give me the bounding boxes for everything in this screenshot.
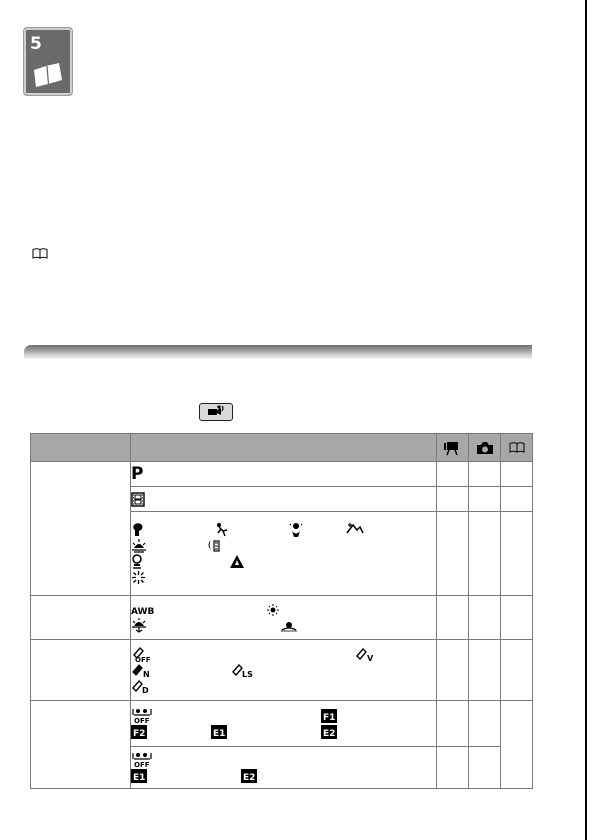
fader-2-icon — [131, 725, 147, 739]
svg-text:OFF: OFF — [134, 760, 150, 769]
neutral-icon — [131, 662, 151, 678]
portrait-icon — [131, 522, 145, 537]
night-icon — [289, 522, 303, 537]
page-ref-cell — [501, 512, 533, 596]
svg-text:E2: E2 — [243, 772, 256, 783]
table-row — [31, 596, 533, 640]
digital-effect-off-icon — [131, 708, 153, 724]
low-light-icon — [205, 538, 221, 553]
setting-name-cell — [31, 701, 131, 789]
svg-text:AWB: AWB — [131, 606, 155, 617]
sports-icon — [215, 522, 231, 537]
setting-name-cell — [31, 462, 131, 596]
options-cell — [131, 701, 437, 747]
still-mark-cell — [469, 701, 501, 747]
svg-text:D: D — [142, 686, 149, 695]
book-icon — [32, 62, 64, 88]
svg-text:E1: E1 — [133, 772, 146, 783]
low-sharpening-icon — [231, 662, 253, 678]
cine-mode-icon — [131, 492, 145, 507]
soft-skin-detail-icon — [131, 678, 151, 694]
movie-mark-cell — [437, 640, 469, 701]
book-icon — [32, 248, 48, 259]
digital-effect-off-icon — [131, 752, 153, 768]
auto-white-balance-icon — [131, 604, 155, 617]
still-mark-cell — [469, 640, 501, 701]
table-header-row — [31, 434, 533, 462]
header-still-cell — [469, 434, 501, 462]
options-cell — [131, 462, 437, 487]
still-mark-cell — [469, 462, 501, 487]
effect-1-icon — [211, 725, 227, 739]
table-row — [31, 640, 533, 701]
movie-mark-cell — [437, 747, 469, 789]
beach-icon — [229, 554, 245, 569]
camera-mode-button — [199, 403, 233, 421]
movie-mark-cell — [437, 487, 469, 512]
svg-text:V: V — [367, 654, 374, 663]
movie-mark-cell — [437, 701, 469, 747]
svg-text:OFF: OFF — [134, 716, 150, 725]
movie-camera-icon — [444, 441, 461, 455]
header-movie-cell — [437, 434, 469, 462]
table-row — [31, 462, 533, 487]
header-setting-cell — [31, 434, 131, 462]
tungsten-icon — [280, 620, 298, 632]
snow-icon — [346, 522, 364, 537]
svg-text:N: N — [143, 670, 150, 679]
book-icon — [509, 442, 525, 453]
chapter-tab — [23, 27, 73, 96]
still-mark-cell — [469, 596, 501, 640]
spotlight-icon — [131, 554, 143, 569]
chapter-number: 5 — [30, 34, 42, 54]
still-camera-icon — [476, 441, 494, 455]
still-mark-cell — [469, 512, 501, 596]
options-cell — [131, 640, 437, 701]
svg-text:E1: E1 — [213, 728, 226, 739]
page-ref-cell — [501, 487, 533, 512]
page-edge-rule — [585, 0, 587, 840]
shade-icon — [131, 618, 147, 633]
page-ref-cell — [501, 640, 533, 701]
svg-text:E2: E2 — [323, 728, 336, 739]
options-cell — [131, 596, 437, 640]
setting-name-cell — [31, 596, 131, 640]
header-reference-cell — [501, 434, 533, 462]
movie-mark-cell — [437, 462, 469, 487]
settings-table — [30, 433, 533, 789]
svg-text:OFF: OFF — [135, 656, 151, 664]
page-ref-cell — [501, 462, 533, 487]
page-ref-cell — [501, 701, 533, 789]
movie-mark-cell — [437, 596, 469, 640]
options-cell — [131, 747, 437, 789]
still-mark-cell — [469, 487, 501, 512]
svg-text:LS: LS — [242, 670, 253, 679]
setting-name-cell — [31, 640, 131, 701]
section-header-bar — [24, 345, 532, 359]
page-ref-cell — [501, 596, 533, 640]
fader-1-icon — [321, 709, 337, 723]
fireworks-icon — [131, 570, 146, 585]
svg-text:F1: F1 — [323, 712, 336, 723]
camera-mode-icon — [207, 405, 225, 417]
vivid-icon — [355, 646, 375, 662]
daylight-icon — [267, 604, 279, 616]
options-cell — [131, 512, 437, 596]
still-mark-cell — [469, 747, 501, 789]
table-row — [31, 701, 533, 747]
svg-text:F2: F2 — [133, 728, 146, 739]
program-ae-icon: P — [131, 463, 144, 484]
options-cell — [131, 487, 437, 512]
movie-mark-cell — [437, 512, 469, 596]
effect-2-icon — [321, 725, 337, 739]
effect-2-icon — [241, 769, 257, 783]
effect-off-icon — [131, 646, 153, 662]
header-options-cell — [131, 434, 437, 462]
effect-1-icon — [131, 769, 147, 783]
sunset-icon — [131, 538, 147, 553]
